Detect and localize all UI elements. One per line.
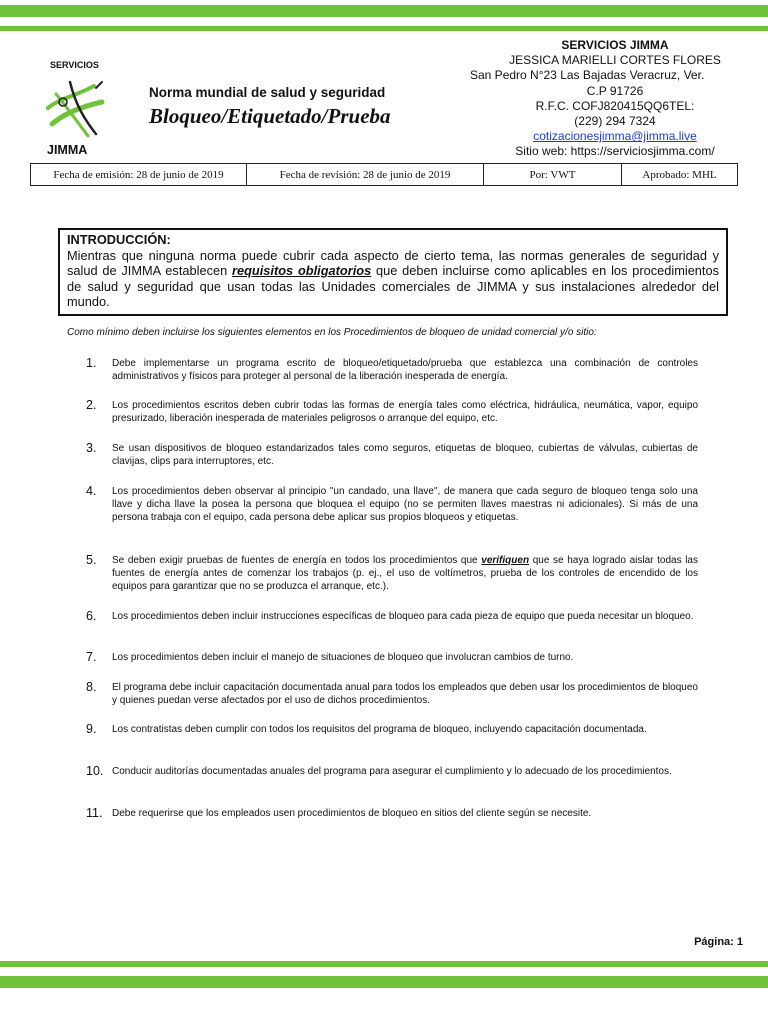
norm-title: Norma mundial de salud y seguridad bbox=[149, 85, 386, 100]
company-phone: (229) 294 7324 bbox=[574, 114, 656, 129]
list-item-text: Los procedimientos deben incluir instrucciones específicas de bloqueo para cada pieza de equipo que pueda necesitar un bloqueo. bbox=[112, 611, 694, 622]
emission-date: Fecha de emisión: 28 de junio de 2019 bbox=[31, 164, 247, 186]
list-item-text: Debe implementarse un programa escrito de bloqueo/etiquetado/prueba que establezca una combinación de controles administrativos y físicos para proteger al personal de la liberación inesperada de energía. bbox=[112, 358, 698, 382]
bottom-green-line bbox=[0, 961, 768, 967]
revision-date: Fecha de revisión: 28 de junio de 2019 bbox=[247, 164, 484, 186]
approver: Aprobado: MHL bbox=[622, 164, 738, 186]
company-postal: C.P 91726 bbox=[586, 83, 644, 98]
logo-top-text: SERVICIOS bbox=[50, 60, 99, 70]
list-item-text: Los contratistas deben cumplir con todos los requisitos del programa de bloqueo, incluyendo capacitación documentada. bbox=[112, 724, 647, 735]
introduction-text: Mientras que ninguna norma puede cubrir cada aspecto de cierto tema, las normas generales de seguridad y salud de JIMMA establecen requisitos obligatorios que deben incluirse como aplicables en los procedimientos de salud y seguridad que usan todas las Unidades comerciales de JIMMA y sus instalaciones alrededor del mundo. bbox=[67, 247, 719, 309]
company-info bbox=[460, 38, 768, 160]
list-item-number: 10. bbox=[86, 764, 104, 778]
top-green-line bbox=[0, 26, 768, 31]
list-item-number: 3. bbox=[86, 441, 97, 455]
top-green-bar bbox=[0, 5, 768, 17]
list-item-text: Los procedimientos deben incluir el manejo de situaciones de bloqueo que involucran cambios de turno. bbox=[112, 652, 574, 663]
jimma-logo-icon bbox=[42, 78, 112, 140]
verify-emphasis: verifiquen bbox=[481, 555, 530, 566]
list-item-text: Los procedimientos deben observar al principio "un candado, una llave", de manera que cada seguro de bloqueo tenga solo una llave y dicha llave la posea la persona que bloquea el equipo (no se permiten llaves maestras ni adicionales). Si más de una persona trabaja con el equipo, cada persona debe aplicar sus propios bloqueos y etiquetas. bbox=[112, 486, 698, 523]
company-owner: JESSICA MARIELLI CORTES FLORES bbox=[509, 53, 721, 68]
document-title: Bloqueo/Etiquetado/Prueba bbox=[149, 104, 391, 128]
list-item-number: 8. bbox=[86, 680, 97, 694]
list-item-number: 9. bbox=[86, 722, 97, 736]
list-item-number: 1. bbox=[86, 356, 97, 370]
list-item-text: El programa debe incluir capacitación documentada anual para todos los empleados que deben usar los procedimientos de bloqueo y quienes puedan verse afectados por el uso de dichos procedimientos. bbox=[112, 682, 698, 706]
list-item-number: 5. bbox=[86, 553, 97, 567]
bottom-green-bar bbox=[0, 976, 768, 988]
list-item-number: 2. bbox=[86, 398, 97, 412]
document-meta-table bbox=[30, 163, 738, 186]
list-item-text: Se deben exigir pruebas de fuentes de energía en todos los procedimientos que verifiquen que se haya logrado aislar todas las fuentes de energía antes de comenzar los trabajos (p. ej., el uso de voltímetros, prueba de los controles de encendido de los equipos para garantizar que no se produzca el arranque, etc.). bbox=[112, 555, 698, 592]
list-item-number: 11. bbox=[86, 806, 103, 820]
company-address: San Pedro N°23 Las Bajadas Veracruz, Ver. bbox=[470, 68, 705, 83]
introduction-heading: INTRODUCCIÓN: bbox=[67, 232, 171, 247]
company-website: Sitio web: https://serviciosjimma.com/ bbox=[515, 144, 715, 159]
list-item-number: 6. bbox=[86, 609, 97, 623]
page-number: Página: 1 bbox=[694, 936, 743, 948]
company-email-link[interactable]: cotizacionesjimma@jimma.live bbox=[533, 129, 697, 144]
logo-bottom-text: JIMMA bbox=[47, 143, 88, 157]
list-item-number: 4. bbox=[86, 484, 97, 498]
mandatory-requirements-emphasis: requisitos obligatorios bbox=[232, 263, 372, 278]
company-rfc: R.F.C. COFJ820415QQ6TEL: bbox=[535, 98, 695, 113]
company-name: SERVICIOS JIMMA bbox=[561, 38, 669, 52]
introduction-box bbox=[58, 228, 728, 316]
list-item-text: Los procedimientos escritos deben cubrir todas las formas de energía tales como eléctrica, hidráulica, neumática, vapor, equipo presurizado, liberación inesperada de materiales peligrosos o arranque del equipo, etc. bbox=[112, 400, 698, 424]
list-item-number: 7. bbox=[86, 650, 97, 664]
list-item-text: Debe requerirse que los empleados usen procedimientos de bloqueo en sitios del cliente según se necesite. bbox=[112, 808, 592, 819]
list-item-text: Conducir auditorías documentadas anuales del programa para asegurar el cumplimiento y lo adecuado de los procedimientos. bbox=[112, 766, 672, 777]
lead-sentence: Como mínimo deben incluirse los siguientes elementos en los Procedimientos de bloqueo de unidad comercial y/o sitio: bbox=[67, 327, 597, 338]
author: Por: VWT bbox=[484, 164, 622, 186]
list-item-text: Se usan dispositivos de bloqueo estandarizados tales como seguros, etiquetas de bloqueo, cubiertas de válvulas, cubiertas de clavijas, clips para interruptores, etc. bbox=[112, 443, 698, 467]
